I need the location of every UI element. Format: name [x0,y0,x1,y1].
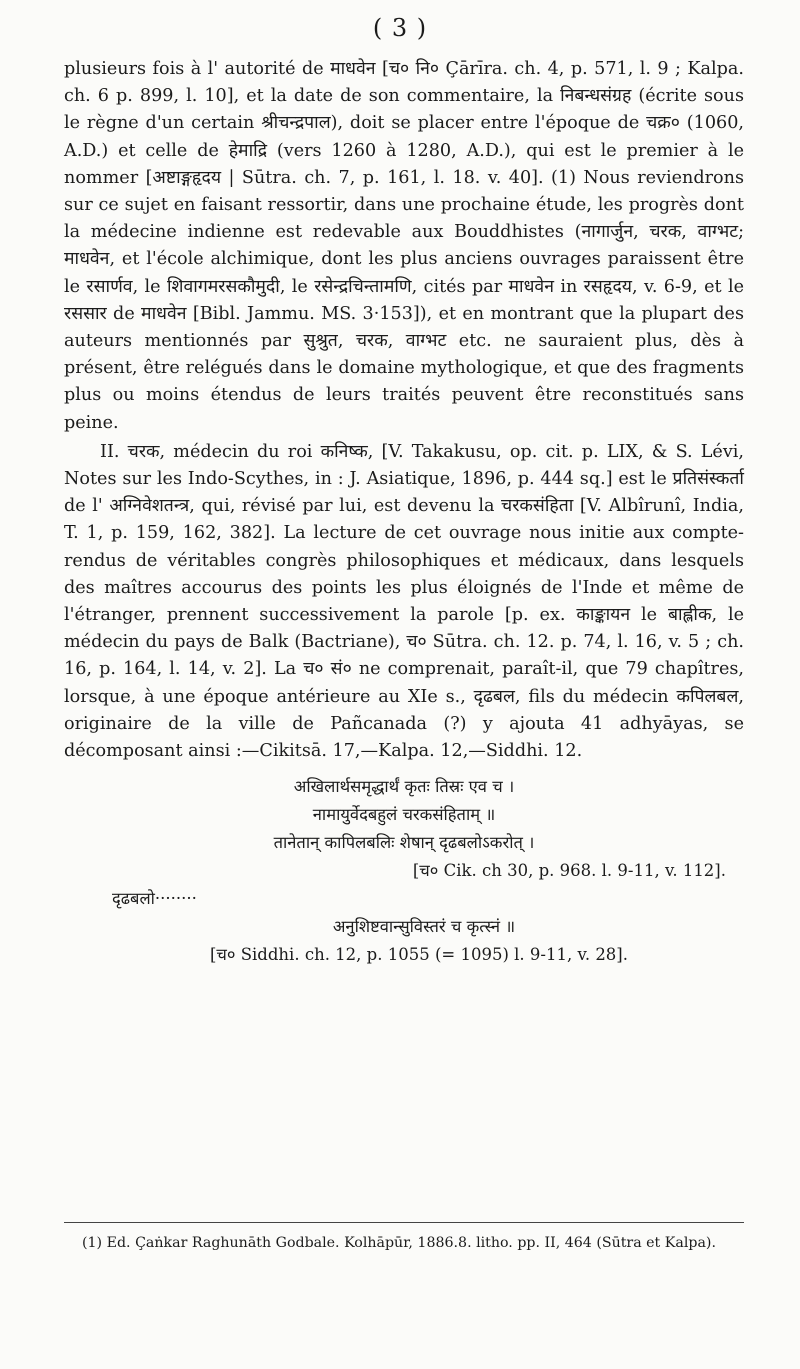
main-text [64,56,744,969]
verse-line-3: तानेतान् कापिलबलिः शेषान् दृढबलोऽकरोत् । [273,833,535,853]
verse-lead: दृढबलो········ [112,889,197,909]
page-number: ( 3 ) [372,14,428,42]
verse-line-2: नामायुर्वेदबहुलं चरकसंहिताम् ॥ [312,805,496,825]
paragraph-1: plusieurs fois à l' autorité de माधवेन [च० नि० Çārīra. ch. 4, p. 571, l. 9 ; Kalpa. ch. 6 p. 899, l. 10], et la date de son commentaire, la निबन्धसंग्रह (écrite sous le règne d'un certain श्रीचन्द्रपाल), doit se placer entre l'époque de चक्र० (1060, A.D.) et celle de हेमाद्रि (vers 1260 à 1280, A.D.), qui est le premier à le nommer [अष्टाङ्गहृदय | Sūtra. ch. 7, p. 161, l. 18. v. 40]. (1) Nous reviendrons sur ce sujet en faisant ressortir, dans une prochaine étude, les progrès dont la médecine indienne est redevable aux Bouddhistes (नागार्जुन, चरक, वाग्भट; माधवेन, et l'école alchimique, dont les plus anciens ouvrages paraissent être le रसार्णव, le शिवागमरसकौमुदी, le रसेन्द्रचिन्तामणि, cités par माधवेन in रसहृदय, v. 6-9, et le रससार de माधवेन [Bibl. Jammu. MS. 3·153]), et en montrant que la plupart des auteurs mentionnés par सुश्रुत, चरक, वाग्भट etc. ne sauraient plus, dès à présent, être relégués dans le domaine mythologique, et que des fragments plus ou moins étendus de leurs traités peuvent être reconstitués sans peine. [64,59,744,433]
verse-reference-1: [च० Cik. ch 30, p. 968. l. 9-11, v. 112]. [412,861,726,881]
paragraph-2: II. चरक, médecin du roi कनिष्क, [V. Takakusu, op. cit. p. LIX, & S. Lévi, Notes sur les Indo-Scythes, in : J. Asiatique, 1896, p. 444 sq.] est le प्रतिसंस्कर्ता de l' अग्निवेशतन्त्र, qui, révisé par lui, est devenu la चरकसंहिता [V. Albîrunî, India, T. 1, p. 159, 162, 382]. La lecture de cet ouvrage nous initie aux compte-rendus de véritables congrès philosophiques et médicaux, dans lesquels des maîtres accourus des points les plus éloignés de l'Inde et même de l'étranger, prennent successivement la parole [p. ex. काङ्कायन le बाह्लीक, le médecin du pays de Balk (Bactriane), च० Sūtra. ch. 12. p. 74, l. 16, v. 5 ; ch. 16, p. 164, l. 14, v. 2]. La च० सं० ne comprenait, paraît-il, que 79 chapîtres, lorsque, à une époque antérieure au XIe s., दृढबल, fils du médecin कपिलबल, originaire de la ville de Pañcanada (?) y ajouta 41 adhyāyas, se décomposant ainsi :—Cikitsā. 17,—Kalpa. 12,—Siddhi. 12. [64,441,744,762]
verse-line-4: अनुशिष्टवान्सुविस्तरं च कृत्स्नं ॥ [332,917,516,937]
verse-line-1: अखिलार्थसमृद्धार्थं कृतः तिस्रः एव च । [293,777,515,797]
footnote [64,1232,744,1255]
footnote-divider [64,1222,744,1223]
footnote-text: (1) Ed. Çaṅkar Raghunāth Godbale. Kolhāpūr, 1886.8. litho. pp. II, 464 (Sūtra et Kalpa). [82,1235,716,1251]
verse-reference-2: [च० Siddhi. ch. 12, p. 1055 (= 1095) l. 9-11, v. 28]. [209,945,628,965]
sanskrit-quotation [64,773,744,969]
